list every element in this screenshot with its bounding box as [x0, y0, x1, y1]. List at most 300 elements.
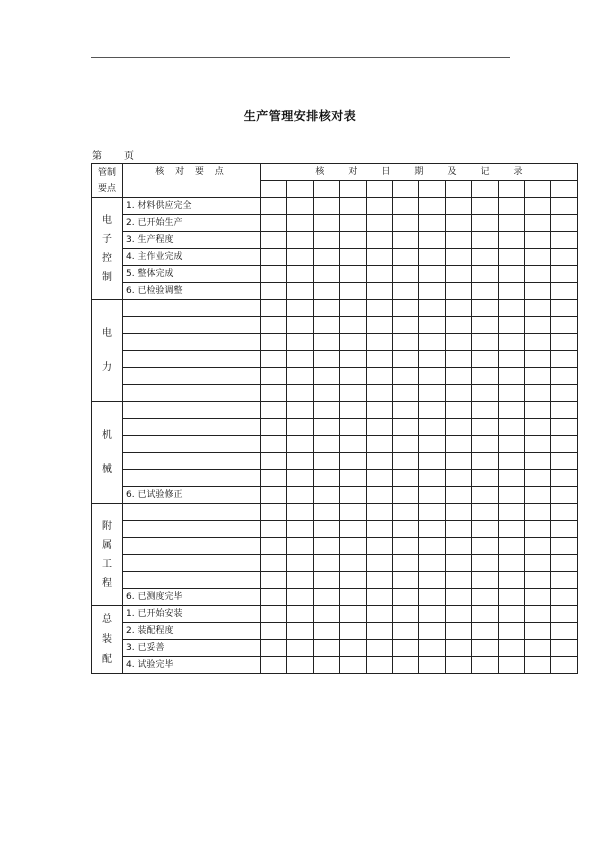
record-cell[interactable] — [261, 572, 287, 589]
record-cell[interactable] — [551, 334, 578, 351]
record-cell[interactable] — [313, 385, 339, 402]
record-cell[interactable] — [366, 487, 392, 504]
record-cell[interactable] — [498, 198, 524, 215]
record-cell[interactable] — [551, 317, 578, 334]
record-cell[interactable] — [340, 300, 366, 317]
record-cell[interactable] — [419, 606, 445, 623]
record-cell[interactable] — [366, 538, 392, 555]
record-cell[interactable] — [366, 419, 392, 436]
record-cell[interactable] — [524, 351, 550, 368]
record-cell[interactable] — [551, 606, 578, 623]
record-cell[interactable] — [445, 368, 471, 385]
record-cell[interactable] — [340, 283, 366, 300]
record-cell[interactable] — [340, 487, 366, 504]
record-cell[interactable] — [261, 521, 287, 538]
record-cell[interactable] — [524, 334, 550, 351]
record-cell[interactable] — [366, 317, 392, 334]
record-cell[interactable] — [366, 623, 392, 640]
record-cell[interactable] — [392, 453, 418, 470]
record-cell[interactable] — [498, 232, 524, 249]
record-cell[interactable] — [261, 368, 287, 385]
record-cell[interactable] — [472, 657, 498, 674]
record-cell[interactable] — [419, 589, 445, 606]
record-cell[interactable] — [524, 368, 550, 385]
record-cell[interactable] — [261, 402, 287, 419]
record-cell[interactable] — [419, 232, 445, 249]
record-cell[interactable] — [261, 487, 287, 504]
record-cell[interactable] — [366, 215, 392, 232]
record-cell[interactable] — [313, 198, 339, 215]
record-cell[interactable] — [392, 419, 418, 436]
record-cell[interactable] — [551, 657, 578, 674]
record-cell[interactable] — [366, 402, 392, 419]
record-cell[interactable] — [366, 606, 392, 623]
record-cell[interactable] — [261, 385, 287, 402]
record-cell[interactable] — [551, 249, 578, 266]
record-cell[interactable] — [551, 419, 578, 436]
record-cell[interactable] — [392, 198, 418, 215]
record-cell[interactable] — [419, 283, 445, 300]
record-cell[interactable] — [419, 385, 445, 402]
record-cell[interactable] — [524, 640, 550, 657]
record-cell[interactable] — [419, 300, 445, 317]
record-cell[interactable] — [366, 232, 392, 249]
record-cell[interactable] — [498, 521, 524, 538]
record-cell[interactable] — [340, 657, 366, 674]
record-cell[interactable] — [287, 232, 313, 249]
record-cell[interactable] — [551, 402, 578, 419]
record-cell[interactable] — [524, 453, 550, 470]
record-cell[interactable] — [498, 300, 524, 317]
record-cell[interactable] — [392, 266, 418, 283]
record-cell[interactable] — [313, 419, 339, 436]
date-cell[interactable] — [551, 181, 578, 198]
record-cell[interactable] — [392, 368, 418, 385]
record-cell[interactable] — [392, 606, 418, 623]
record-cell[interactable] — [524, 470, 550, 487]
record-cell[interactable] — [472, 215, 498, 232]
record-cell[interactable] — [313, 538, 339, 555]
record-cell[interactable] — [261, 555, 287, 572]
record-cell[interactable] — [313, 657, 339, 674]
record-cell[interactable] — [419, 334, 445, 351]
record-cell[interactable] — [392, 249, 418, 266]
record-cell[interactable] — [445, 470, 471, 487]
record-cell[interactable] — [261, 334, 287, 351]
record-cell[interactable] — [472, 385, 498, 402]
record-cell[interactable] — [340, 470, 366, 487]
record-cell[interactable] — [445, 589, 471, 606]
record-cell[interactable] — [340, 317, 366, 334]
record-cell[interactable] — [445, 606, 471, 623]
record-cell[interactable] — [261, 249, 287, 266]
record-cell[interactable] — [313, 249, 339, 266]
record-cell[interactable] — [524, 402, 550, 419]
record-cell[interactable] — [419, 521, 445, 538]
record-cell[interactable] — [498, 283, 524, 300]
record-cell[interactable] — [445, 538, 471, 555]
record-cell[interactable] — [287, 538, 313, 555]
record-cell[interactable] — [313, 504, 339, 521]
record-cell[interactable] — [472, 419, 498, 436]
record-cell[interactable] — [392, 300, 418, 317]
record-cell[interactable] — [392, 504, 418, 521]
record-cell[interactable] — [392, 317, 418, 334]
record-cell[interactable] — [524, 606, 550, 623]
record-cell[interactable] — [419, 266, 445, 283]
record-cell[interactable] — [419, 402, 445, 419]
record-cell[interactable] — [366, 521, 392, 538]
date-cell[interactable] — [340, 181, 366, 198]
record-cell[interactable] — [340, 589, 366, 606]
record-cell[interactable] — [313, 640, 339, 657]
record-cell[interactable] — [313, 232, 339, 249]
record-cell[interactable] — [340, 266, 366, 283]
record-cell[interactable] — [366, 351, 392, 368]
record-cell[interactable] — [287, 317, 313, 334]
record-cell[interactable] — [551, 368, 578, 385]
record-cell[interactable] — [366, 470, 392, 487]
record-cell[interactable] — [498, 470, 524, 487]
date-cell[interactable] — [498, 181, 524, 198]
record-cell[interactable] — [366, 300, 392, 317]
record-cell[interactable] — [366, 640, 392, 657]
record-cell[interactable] — [445, 657, 471, 674]
record-cell[interactable] — [445, 419, 471, 436]
record-cell[interactable] — [392, 351, 418, 368]
record-cell[interactable] — [498, 334, 524, 351]
record-cell[interactable] — [366, 555, 392, 572]
record-cell[interactable] — [313, 572, 339, 589]
record-cell[interactable] — [472, 572, 498, 589]
record-cell[interactable] — [498, 368, 524, 385]
record-cell[interactable] — [392, 334, 418, 351]
record-cell[interactable] — [366, 436, 392, 453]
record-cell[interactable] — [313, 555, 339, 572]
record-cell[interactable] — [366, 249, 392, 266]
record-cell[interactable] — [287, 283, 313, 300]
record-cell[interactable] — [392, 232, 418, 249]
record-cell[interactable] — [472, 487, 498, 504]
record-cell[interactable] — [313, 606, 339, 623]
record-cell[interactable] — [340, 215, 366, 232]
record-cell[interactable] — [498, 419, 524, 436]
record-cell[interactable] — [287, 623, 313, 640]
record-cell[interactable] — [340, 623, 366, 640]
record-cell[interactable] — [340, 419, 366, 436]
record-cell[interactable] — [524, 385, 550, 402]
record-cell[interactable] — [392, 436, 418, 453]
record-cell[interactable] — [340, 555, 366, 572]
record-cell[interactable] — [287, 419, 313, 436]
record-cell[interactable] — [340, 606, 366, 623]
record-cell[interactable] — [392, 589, 418, 606]
record-cell[interactable] — [472, 606, 498, 623]
record-cell[interactable] — [472, 640, 498, 657]
record-cell[interactable] — [340, 453, 366, 470]
record-cell[interactable] — [261, 232, 287, 249]
record-cell[interactable] — [524, 198, 550, 215]
record-cell[interactable] — [524, 555, 550, 572]
record-cell[interactable] — [498, 453, 524, 470]
record-cell[interactable] — [366, 368, 392, 385]
record-cell[interactable] — [340, 504, 366, 521]
record-cell[interactable] — [498, 317, 524, 334]
record-cell[interactable] — [524, 504, 550, 521]
record-cell[interactable] — [472, 538, 498, 555]
record-cell[interactable] — [366, 572, 392, 589]
record-cell[interactable] — [340, 385, 366, 402]
record-cell[interactable] — [261, 436, 287, 453]
date-cell[interactable] — [472, 181, 498, 198]
record-cell[interactable] — [551, 470, 578, 487]
record-cell[interactable] — [287, 572, 313, 589]
record-cell[interactable] — [551, 283, 578, 300]
record-cell[interactable] — [472, 623, 498, 640]
date-cell[interactable] — [366, 181, 392, 198]
date-cell[interactable] — [524, 181, 550, 198]
record-cell[interactable] — [261, 589, 287, 606]
record-cell[interactable] — [287, 521, 313, 538]
record-cell[interactable] — [445, 266, 471, 283]
record-cell[interactable] — [445, 334, 471, 351]
record-cell[interactable] — [524, 572, 550, 589]
record-cell[interactable] — [287, 657, 313, 674]
record-cell[interactable] — [524, 300, 550, 317]
date-cell[interactable] — [287, 181, 313, 198]
record-cell[interactable] — [498, 266, 524, 283]
date-cell[interactable] — [445, 181, 471, 198]
record-cell[interactable] — [419, 487, 445, 504]
record-cell[interactable] — [261, 300, 287, 317]
record-cell[interactable] — [340, 368, 366, 385]
record-cell[interactable] — [498, 487, 524, 504]
record-cell[interactable] — [524, 215, 550, 232]
date-cell[interactable] — [419, 181, 445, 198]
record-cell[interactable] — [366, 504, 392, 521]
record-cell[interactable] — [313, 351, 339, 368]
record-cell[interactable] — [392, 538, 418, 555]
record-cell[interactable] — [313, 300, 339, 317]
record-cell[interactable] — [498, 555, 524, 572]
record-cell[interactable] — [524, 317, 550, 334]
record-cell[interactable] — [472, 249, 498, 266]
record-cell[interactable] — [551, 266, 578, 283]
record-cell[interactable] — [313, 487, 339, 504]
record-cell[interactable] — [551, 453, 578, 470]
date-cell[interactable] — [313, 181, 339, 198]
record-cell[interactable] — [419, 470, 445, 487]
record-cell[interactable] — [392, 572, 418, 589]
record-cell[interactable] — [551, 351, 578, 368]
record-cell[interactable] — [472, 266, 498, 283]
record-cell[interactable] — [472, 589, 498, 606]
record-cell[interactable] — [419, 572, 445, 589]
record-cell[interactable] — [287, 470, 313, 487]
record-cell[interactable] — [287, 436, 313, 453]
record-cell[interactable] — [445, 453, 471, 470]
record-cell[interactable] — [261, 606, 287, 623]
record-cell[interactable] — [445, 521, 471, 538]
record-cell[interactable] — [261, 198, 287, 215]
record-cell[interactable] — [313, 215, 339, 232]
record-cell[interactable] — [419, 504, 445, 521]
record-cell[interactable] — [472, 300, 498, 317]
record-cell[interactable] — [261, 538, 287, 555]
record-cell[interactable] — [261, 351, 287, 368]
record-cell[interactable] — [419, 368, 445, 385]
record-cell[interactable] — [524, 419, 550, 436]
record-cell[interactable] — [261, 317, 287, 334]
record-cell[interactable] — [392, 555, 418, 572]
record-cell[interactable] — [366, 283, 392, 300]
record-cell[interactable] — [419, 623, 445, 640]
record-cell[interactable] — [340, 334, 366, 351]
record-cell[interactable] — [419, 317, 445, 334]
record-cell[interactable] — [313, 283, 339, 300]
record-cell[interactable] — [524, 521, 550, 538]
record-cell[interactable] — [340, 640, 366, 657]
record-cell[interactable] — [287, 589, 313, 606]
record-cell[interactable] — [287, 487, 313, 504]
record-cell[interactable] — [445, 487, 471, 504]
record-cell[interactable] — [551, 215, 578, 232]
record-cell[interactable] — [524, 436, 550, 453]
record-cell[interactable] — [472, 453, 498, 470]
record-cell[interactable] — [392, 402, 418, 419]
record-cell[interactable] — [445, 317, 471, 334]
date-cell[interactable] — [392, 181, 418, 198]
record-cell[interactable] — [313, 266, 339, 283]
record-cell[interactable] — [261, 623, 287, 640]
record-cell[interactable] — [498, 606, 524, 623]
record-cell[interactable] — [287, 215, 313, 232]
record-cell[interactable] — [445, 283, 471, 300]
record-cell[interactable] — [472, 504, 498, 521]
record-cell[interactable] — [551, 555, 578, 572]
record-cell[interactable] — [366, 657, 392, 674]
record-cell[interactable] — [287, 300, 313, 317]
record-cell[interactable] — [445, 385, 471, 402]
record-cell[interactable] — [261, 283, 287, 300]
record-cell[interactable] — [472, 436, 498, 453]
record-cell[interactable] — [498, 657, 524, 674]
record-cell[interactable] — [445, 504, 471, 521]
record-cell[interactable] — [445, 555, 471, 572]
record-cell[interactable] — [445, 198, 471, 215]
record-cell[interactable] — [419, 538, 445, 555]
record-cell[interactable] — [524, 266, 550, 283]
record-cell[interactable] — [498, 538, 524, 555]
record-cell[interactable] — [445, 215, 471, 232]
record-cell[interactable] — [472, 555, 498, 572]
record-cell[interactable] — [524, 249, 550, 266]
record-cell[interactable] — [551, 198, 578, 215]
record-cell[interactable] — [445, 640, 471, 657]
record-cell[interactable] — [261, 640, 287, 657]
record-cell[interactable] — [261, 215, 287, 232]
record-cell[interactable] — [392, 640, 418, 657]
record-cell[interactable] — [419, 453, 445, 470]
record-cell[interactable] — [392, 623, 418, 640]
record-cell[interactable] — [551, 232, 578, 249]
record-cell[interactable] — [261, 470, 287, 487]
record-cell[interactable] — [340, 402, 366, 419]
record-cell[interactable] — [419, 640, 445, 657]
record-cell[interactable] — [472, 317, 498, 334]
record-cell[interactable] — [445, 249, 471, 266]
record-cell[interactable] — [287, 606, 313, 623]
record-cell[interactable] — [419, 249, 445, 266]
record-cell[interactable] — [472, 368, 498, 385]
record-cell[interactable] — [366, 453, 392, 470]
record-cell[interactable] — [498, 623, 524, 640]
record-cell[interactable] — [392, 385, 418, 402]
record-cell[interactable] — [392, 215, 418, 232]
record-cell[interactable] — [392, 283, 418, 300]
record-cell[interactable] — [261, 504, 287, 521]
record-cell[interactable] — [340, 232, 366, 249]
record-cell[interactable] — [551, 504, 578, 521]
record-cell[interactable] — [445, 351, 471, 368]
record-cell[interactable] — [366, 334, 392, 351]
record-cell[interactable] — [551, 538, 578, 555]
record-cell[interactable] — [287, 334, 313, 351]
record-cell[interactable] — [445, 572, 471, 589]
record-cell[interactable] — [524, 283, 550, 300]
record-cell[interactable] — [419, 351, 445, 368]
record-cell[interactable] — [313, 334, 339, 351]
record-cell[interactable] — [524, 232, 550, 249]
record-cell[interactable] — [498, 249, 524, 266]
record-cell[interactable] — [498, 436, 524, 453]
record-cell[interactable] — [313, 402, 339, 419]
record-cell[interactable] — [524, 538, 550, 555]
record-cell[interactable] — [313, 589, 339, 606]
record-cell[interactable] — [287, 198, 313, 215]
record-cell[interactable] — [392, 470, 418, 487]
record-cell[interactable] — [419, 555, 445, 572]
record-cell[interactable] — [498, 215, 524, 232]
record-cell[interactable] — [340, 198, 366, 215]
record-cell[interactable] — [287, 402, 313, 419]
record-cell[interactable] — [524, 657, 550, 674]
record-cell[interactable] — [261, 419, 287, 436]
record-cell[interactable] — [551, 487, 578, 504]
record-cell[interactable] — [261, 657, 287, 674]
record-cell[interactable] — [313, 436, 339, 453]
record-cell[interactable] — [524, 589, 550, 606]
record-cell[interactable] — [313, 521, 339, 538]
record-cell[interactable] — [551, 589, 578, 606]
record-cell[interactable] — [392, 657, 418, 674]
record-cell[interactable] — [551, 521, 578, 538]
record-cell[interactable] — [340, 538, 366, 555]
record-cell[interactable] — [472, 521, 498, 538]
record-cell[interactable] — [498, 385, 524, 402]
record-cell[interactable] — [472, 283, 498, 300]
record-cell[interactable] — [366, 266, 392, 283]
record-cell[interactable] — [419, 215, 445, 232]
record-cell[interactable] — [472, 470, 498, 487]
record-cell[interactable] — [498, 402, 524, 419]
record-cell[interactable] — [498, 351, 524, 368]
record-cell[interactable] — [287, 640, 313, 657]
record-cell[interactable] — [287, 504, 313, 521]
record-cell[interactable] — [287, 266, 313, 283]
record-cell[interactable] — [419, 198, 445, 215]
record-cell[interactable] — [340, 572, 366, 589]
